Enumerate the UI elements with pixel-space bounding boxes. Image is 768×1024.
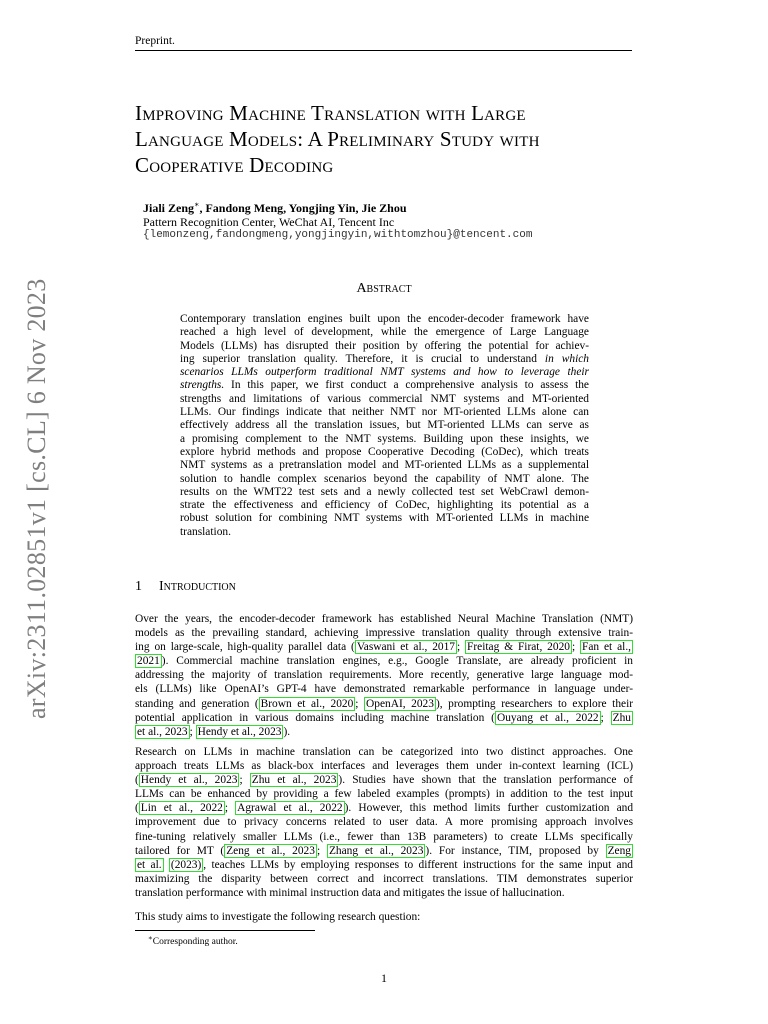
citation-link[interactable]: Freitag & Firat, 2020 [467,641,570,654]
text-run: ). [283,725,291,738]
paragraph-3 [135,910,633,924]
section-heading-introduction [135,579,236,595]
text-line [135,844,633,858]
abstract-emphasis: scenarios LLMs outperform traditional NMT systems and how to leverage their [180,366,589,379]
abstract-line: Models (LLMs) has disrupted their position by offering the potential for achiev- [180,339,589,352]
citation-link[interactable]: Vaswani et al., 2017 [356,641,455,654]
abstract-line: explore hybrid methods and propose Cooperative Decoding (CoDec), which treats [180,445,589,458]
abstract-line: a promising complement to the NMT systems. Building upon these insights, we [180,432,589,445]
abstract-line [180,353,589,366]
text-run: ; [316,844,327,857]
abstract-heading: Abstract [356,281,412,296]
citation-link[interactable]: (2023) [170,858,202,871]
affiliation: Pattern Recognition Center, WeChat AI, Tencent Inc [143,215,395,229]
author-rest: , Fandong Meng, Yongjing Yin, Jie Zhou [199,201,407,215]
paper-title [135,100,635,178]
text-run: ). For instance, TIM, proposed by [425,844,606,857]
citation-link[interactable]: et al. [137,858,162,871]
citation-link[interactable]: Zhang et al., 2023 [328,844,424,857]
citation-link[interactable]: Hendy et al., 2023 [197,725,282,738]
abstract-line: strengths and limitations of various commercial NMT systems and MT-oriented [180,392,589,405]
text-run: ), prompting researchers to explore their [435,697,633,710]
title-line-2: Language Models: A Preliminary Study with [135,127,540,151]
text-line: maximizing the disparity between correct and incorrect translations. TIM demonstrates superior [135,872,633,885]
citation-link[interactable]: 2021 [137,655,160,668]
footnote-text: Corresponding author. [152,937,238,948]
abstract-line: LLMs. Our findings indicate that neither NMT nor MT-oriented LLMs alone can [180,406,589,419]
abstract-line [180,379,589,392]
citation-link[interactable]: Hendy et al., 2023 [140,774,238,787]
text-line [135,773,633,787]
text-run: ; [456,641,466,654]
text-line: Research on LLMs in machine translation can be categorized into two distinct approaches. One [135,746,633,758]
text-run: ing on large-scale, high-quality parallel data ( [135,641,355,654]
arxiv-identifier[interactable]: arXiv:2311.02851v1 [cs.CL] 6 Nov 2023 [22,278,51,719]
text-line: els (LLMs) like OpenAI’s GPT-4 have demonstrated remarkable performance in language under- [135,683,633,696]
text-run: ; [189,725,196,738]
abstract-line: strate the effectiveness and efficiency of CoDec, highlighting its potential as a [180,499,589,512]
text-line: This study aims to investigate the following research question: [135,911,421,923]
text-line: approach treats LLMs as black-box interfaces and leverages them under in-context learning (ICL) [135,760,633,773]
text-line [135,711,633,725]
abstract-body [180,313,589,539]
abstract-line: reached a high level of development, while the emergence of Large Language [180,326,589,339]
text-line: LLMs can be enhanced by providing a few labeled examples (prompts) in addition to the test input [135,788,633,801]
page-number: 1 [381,971,387,985]
text-line [135,801,633,815]
text-run: ; [600,711,611,724]
citation-link[interactable]: Brown et al., 2020 [260,697,354,710]
citation-link[interactable]: Zeng et al., 2023 [226,844,315,857]
abstract-text: In this paper, we first conduct a comprehensive analysis to assess the [224,379,589,392]
text-line: translation performance with minimal instruction data and mitigates the issue of hallucination. [135,886,565,899]
citation-link[interactable]: et al., 2023 [137,725,188,738]
footnote-rule [135,930,315,931]
text-line [135,697,633,711]
text-line [135,640,633,654]
abstract-line: translation. [180,525,231,538]
citation-link[interactable]: OpenAI, 2023 [366,697,434,710]
text-line: addressing the majority of translation requirements. More recently, generative large language mod- [135,669,633,682]
paragraph-1 [135,612,633,739]
abstract-line: NMT systems as a pretranslation model and MT-oriented LLMs as a supplemental [180,459,589,472]
text-run: tailored for MT ( [135,844,225,857]
abstract-line: Contemporary translation engines built upon the encoder-decoder framework have [180,313,589,325]
section-title: Introduction [159,579,236,594]
text-run: ( [135,774,139,787]
header-rule [135,50,632,51]
text-run: standing and generation ( [135,697,259,710]
citation-link[interactable]: Lin et al., 2022 [140,802,223,815]
text-run: ). Studies have shown that the translation performance of [338,774,633,787]
abstract-line: solution to handle complex scenarios beyond the capability of NMT alone. The [180,472,589,485]
abstract-line: results on the WMT22 test sets and a newly collected test set WebCrawl demon- [180,485,589,498]
citation-link[interactable]: Fan et al., [582,641,632,654]
abstract-line [180,366,589,379]
text-line [135,654,633,668]
paragraph-2 [135,745,633,900]
footnote [148,934,238,947]
citation-link[interactable]: Zhu et al., 2023 [251,774,337,787]
text-run: ; [239,774,250,787]
citation-link[interactable]: Ouyang et al., 2022 [496,711,599,724]
author-list [143,200,407,216]
citation-link[interactable]: Agrawal et al., 2022 [237,802,343,815]
abstract-line: effectively address all the translation issues, but MT-oriented LLMs can serve as [180,419,589,432]
text-line [135,858,633,872]
text-run: ). However, this method limits further customization and [344,802,633,815]
text-line: fine-tuning relatively smaller LLMs (i.e., fewer than 13B parameters) to create LLMs specifically [135,830,633,843]
text-run: ; [355,697,365,710]
text-run: ; [224,802,236,815]
title-line-1: Improving Machine Translation with Large [135,101,526,125]
title-line-3: Cooperative Decoding [135,153,334,177]
text-line: models as the prevailing standard, achieving impressive translation quality through extensive train- [135,627,633,640]
abstract-emphasis: strengths. [180,379,225,392]
citation-link[interactable]: Zhu [612,711,631,724]
author-first: Jiali Zeng [143,201,195,215]
running-header: Preprint. [135,35,175,47]
text-run: ; [571,641,581,654]
citation-link[interactable]: Zeng [607,844,631,857]
footnote-mark: ∗ [148,934,153,942]
text-line: improvement due to privacy concerns related to user data. A more promising approach involves [135,816,633,829]
abstract-text: ing superior translation quality. Therefore, it is crucial to understand [180,352,545,365]
author-emails: {lemonzeng,fandongmeng,yongjingyin,withtomzhou}@tencent.com [143,229,533,241]
abstract-emphasis: in which [544,352,589,365]
section-number: 1 [135,579,142,594]
text-run: potential application in various domains including machine translation ( [135,711,495,724]
text-run: ). Commercial machine translation engines, e.g., Google Translate, are already proficient in [161,655,633,668]
text-line [135,725,633,739]
text-run: , teaches LLMs by employing responses to different instructions for the same input and [203,858,633,871]
text-line: Over the years, the encoder-decoder framework has established Neural Machine Translation (NMT) [135,613,633,625]
text-run: ( [135,802,139,815]
corresponding-mark[interactable]: ∗ [194,200,200,209]
abstract-line: robust solution for combining NMT systems with MT-oriented LLMs in machine [180,512,589,525]
